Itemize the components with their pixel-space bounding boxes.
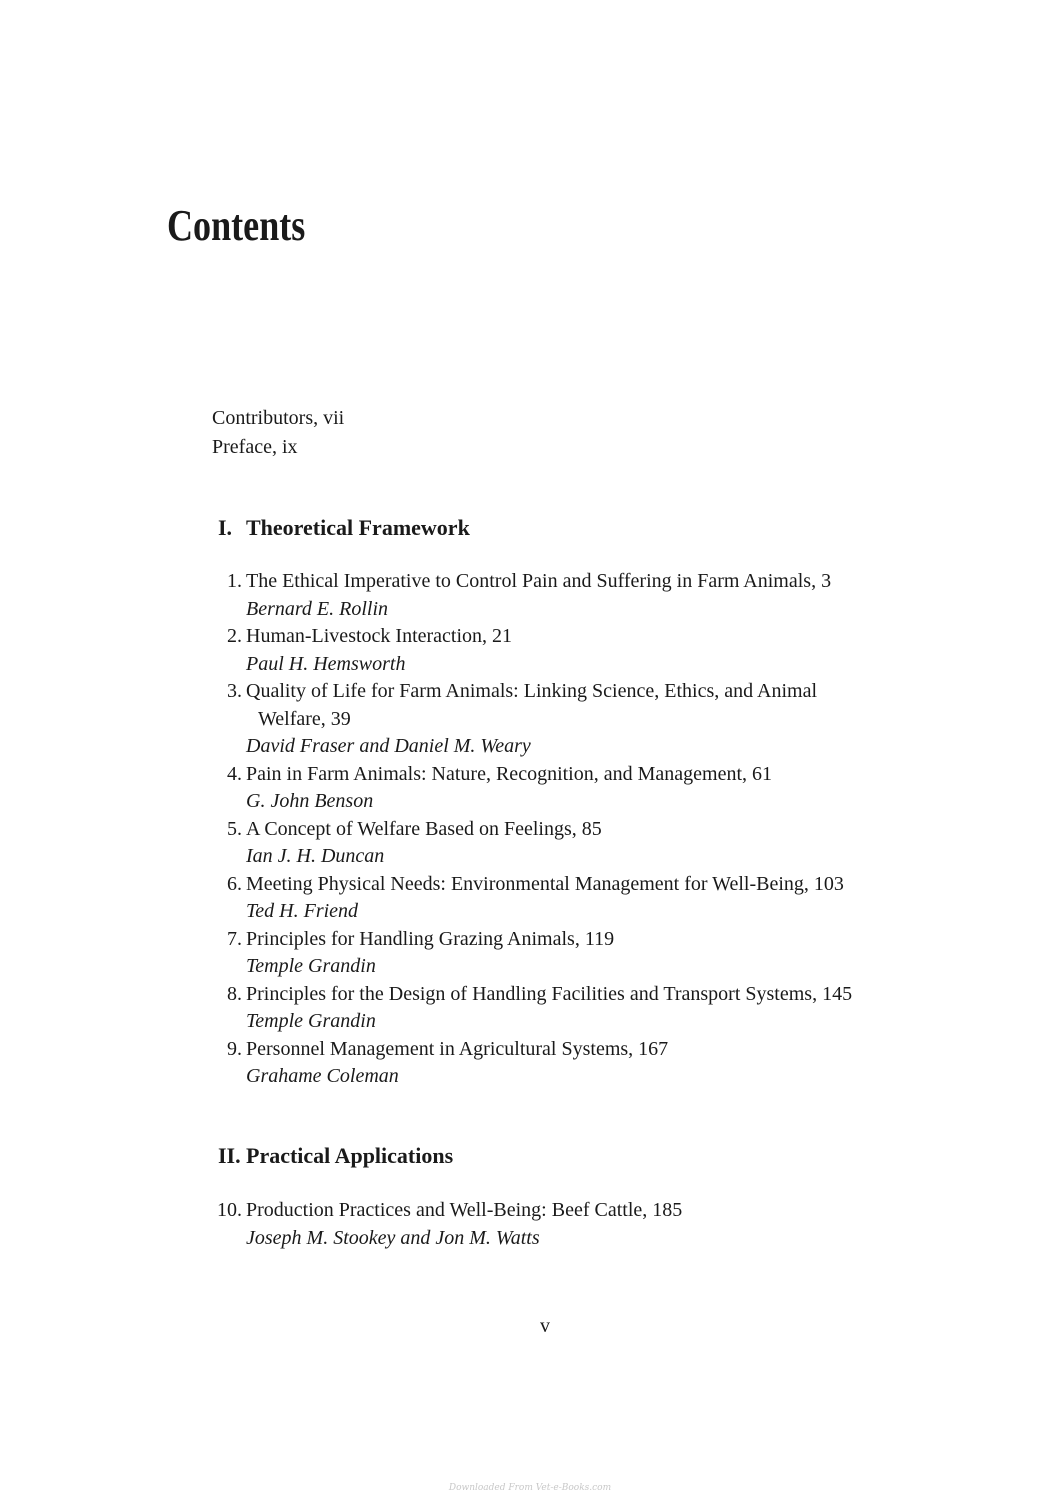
chapter-number: 6.	[227, 872, 242, 895]
chapter-title	[246, 678, 906, 733]
watermark-text: Downloaded From Vet-e-Books.com	[448, 1483, 612, 1493]
part-numeral: I.	[218, 515, 233, 540]
chapter-entry-2	[0, 623, 1060, 678]
page-number: v	[540, 1315, 550, 1337]
chapter-entry-3	[0, 678, 1060, 761]
chapter-number: 2.	[227, 625, 242, 647]
chapter-title: Principles for the Design of Handling Facilities and Transport Systems, 145	[246, 982, 853, 1005]
chapter-entry-7	[0, 926, 1060, 981]
chapter-author: Temple Grandin	[246, 1010, 376, 1032]
chapter-title: Production Practices and Well-Being: Beef Cattle, 185	[246, 1199, 683, 1221]
chapter-author: Temple Grandin	[246, 955, 376, 977]
front-matter-contributors: Contributors, vii	[212, 407, 345, 429]
chapter-title-line: Welfare, 39	[258, 707, 351, 730]
part-title: Practical Applications	[246, 1143, 454, 1168]
chapter-number: 3.	[227, 680, 242, 702]
chapter-number: 9.	[227, 1037, 242, 1060]
chapter-title: Principles for Handling Grazing Animals, 119	[246, 927, 615, 950]
front-matter-preface: Preface, ix	[212, 436, 298, 458]
chapter-author: Grahame Coleman	[246, 1065, 399, 1087]
chapter-author: Bernard E. Rollin	[246, 597, 389, 620]
chapter-title-line: Quality of Life for Farm Animals: Linking Science, Ethics, and Animal	[246, 680, 817, 702]
chapter-author: Joseph M. Stookey and Jon M. Watts	[246, 1226, 540, 1249]
front-matter	[212, 404, 344, 462]
chapter-author: Ian J. H. Duncan	[246, 845, 385, 867]
chapter-title: Personnel Management in Agricultural Systems, 167	[246, 1037, 669, 1060]
chapter-number: 7.	[227, 927, 242, 950]
chapter-title: The Ethical Imperative to Control Pain and Suffering in Farm Animals, 3	[246, 570, 832, 592]
chapter-entry-1	[0, 568, 1060, 623]
chapter-list-part-1	[0, 568, 1060, 1091]
chapter-entry-9	[0, 1036, 1060, 1091]
part-title: Theoretical Framework	[246, 515, 470, 540]
chapter-number: 10.	[217, 1199, 242, 1221]
chapter-number: 5.	[227, 817, 242, 840]
chapter-number: 4.	[227, 762, 242, 785]
part-numeral: II.	[218, 1143, 241, 1168]
chapter-title: Meeting Physical Needs: Environmental Management for Well-Being, 103	[246, 872, 844, 895]
page-title: Contents	[167, 201, 306, 250]
chapter-author: David Fraser and Daniel M. Weary	[246, 735, 531, 757]
chapter-title: A Concept of Welfare Based on Feelings, 85	[246, 817, 602, 840]
chapter-number: 1.	[227, 570, 242, 592]
chapter-author: Ted H. Friend	[246, 900, 359, 922]
chapter-entry-6	[0, 871, 1060, 926]
chapter-entry-10	[0, 1197, 1060, 1252]
chapter-title: Pain in Farm Animals: Nature, Recognition, and Management, 61	[246, 762, 773, 785]
chapter-list-part-2	[0, 1197, 1060, 1252]
part-heading-2	[218, 1140, 453, 1172]
chapter-number: 8.	[227, 982, 242, 1005]
chapter-author: G. John Benson	[246, 790, 374, 812]
chapter-title: Human-Livestock Interaction, 21	[246, 625, 513, 647]
chapter-entry-5	[0, 816, 1060, 871]
chapter-entry-4	[0, 761, 1060, 816]
chapter-author: Paul H. Hemsworth	[246, 652, 406, 675]
chapter-entry-8	[0, 981, 1060, 1036]
part-heading-1	[218, 512, 470, 544]
